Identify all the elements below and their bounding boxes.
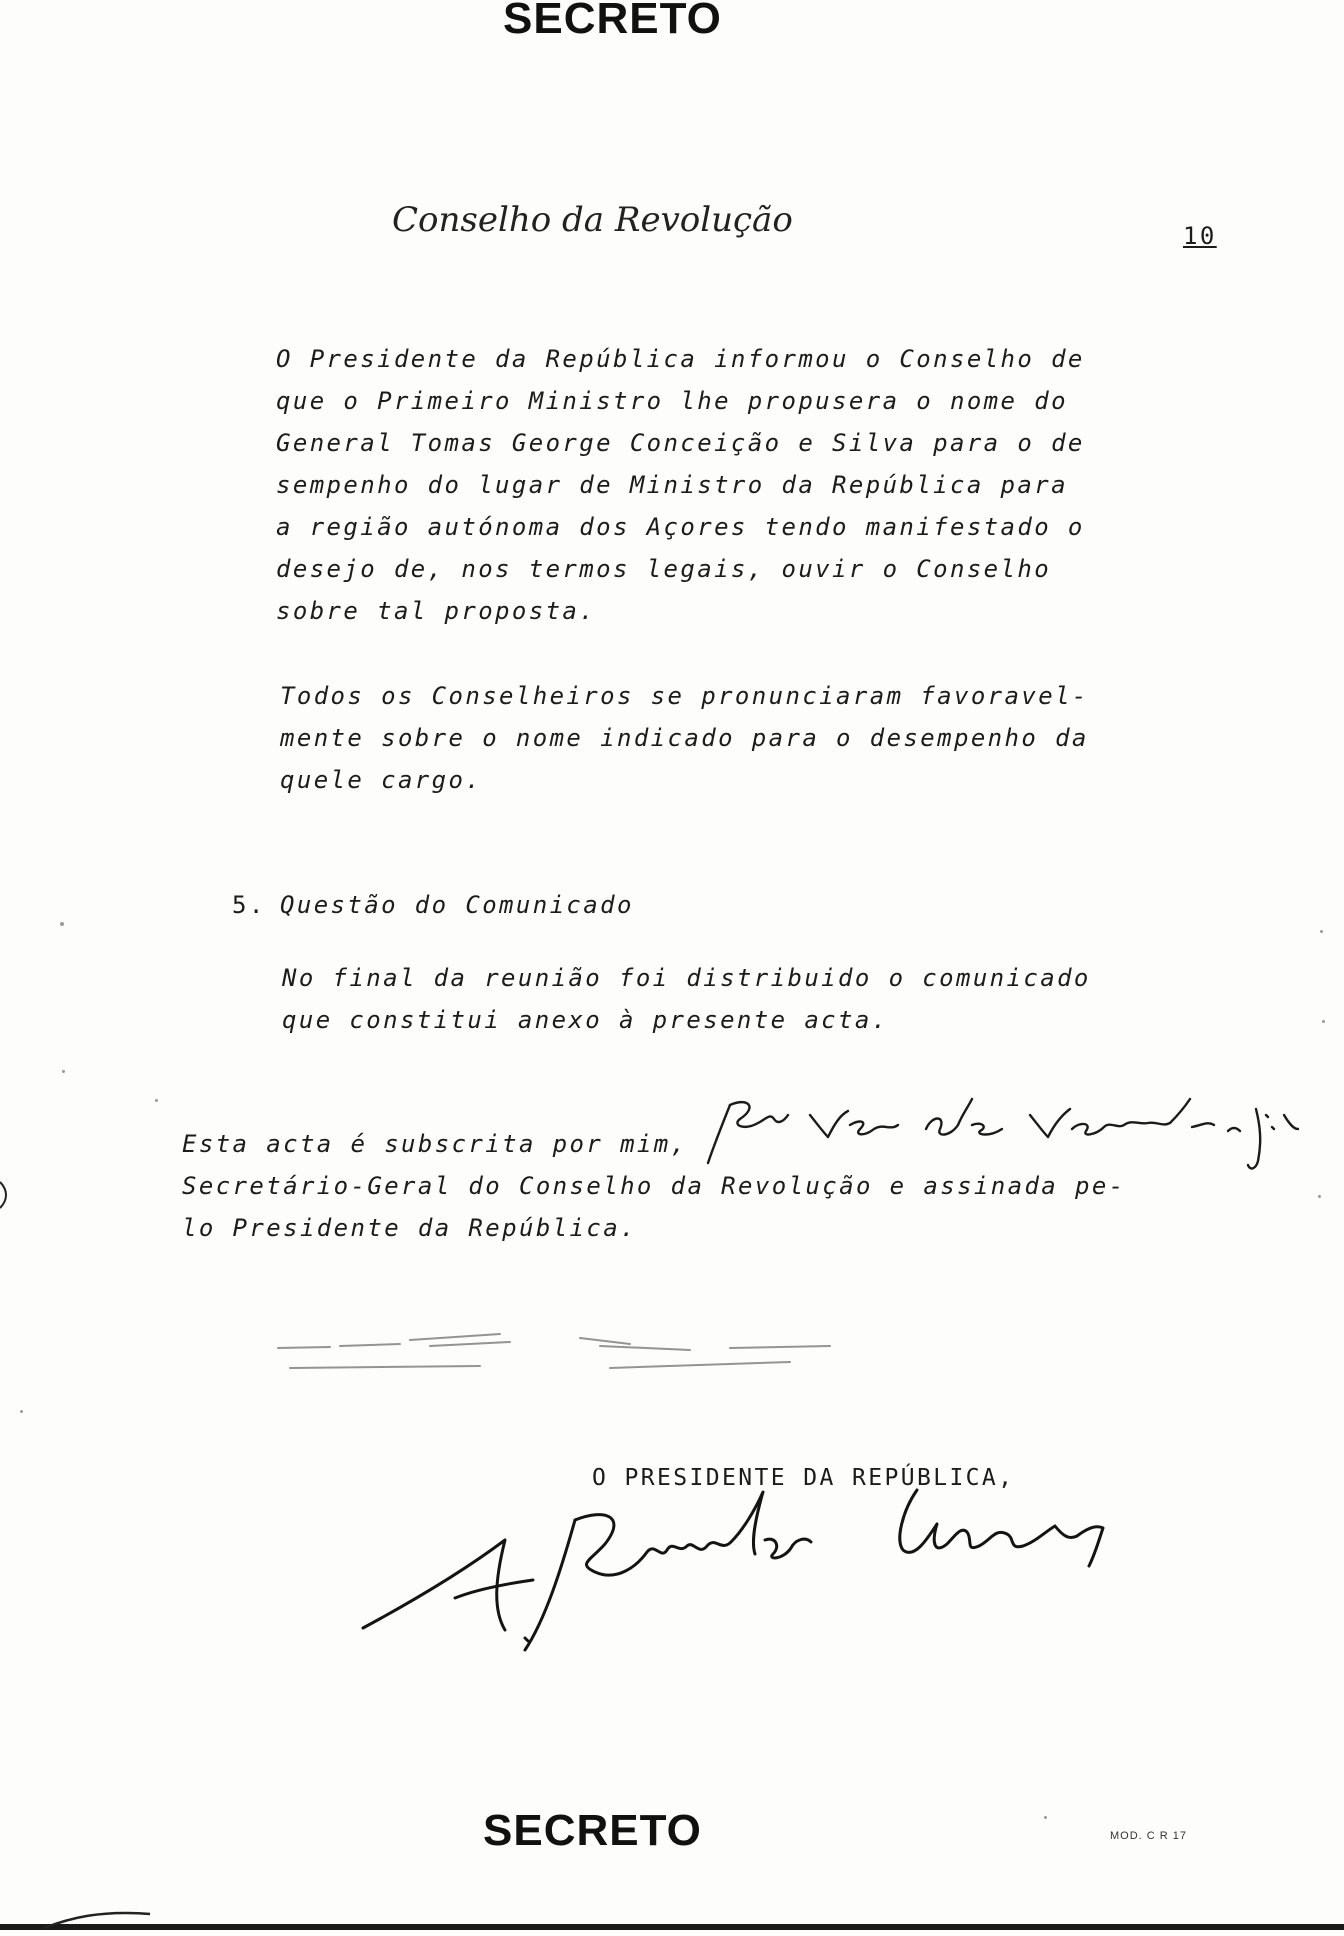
paragraph-line: sempenho do lugar de Ministro da República para — [276, 471, 1068, 499]
council-title: Conselho da Revolução — [392, 200, 793, 240]
scan-speck — [1044, 1816, 1047, 1819]
scan-smudge — [270, 1310, 870, 1380]
scan-speck — [1318, 1195, 1321, 1198]
paragraph-line: No final da reunião foi distribuido o comunicado — [282, 964, 1091, 992]
closing-line: lo Presidente da República. — [182, 1214, 637, 1242]
paragraph-line: O Presidente da República informou o Conselho de — [276, 345, 1085, 373]
president-title: O PRESIDENTE DA REPÚBLICA, — [592, 1465, 1015, 1491]
scan-speck — [1322, 1020, 1325, 1023]
paragraph-line: que o Primeiro Ministro lhe propusera o nome do — [276, 387, 1068, 415]
paragraph-line: General Tomas George Conceição e Silva para o de — [276, 429, 1085, 457]
closing-line: Esta acta é subscrita por mim, — [182, 1130, 688, 1158]
paragraph-line: mente sobre o nome indicado para o desempenho da — [280, 724, 1089, 752]
scan-speck — [20, 1410, 23, 1413]
scan-speck — [155, 1099, 158, 1102]
scan-speck — [62, 1070, 65, 1073]
stamp-top: SECRETO — [503, 0, 722, 43]
page-number: 10 — [1183, 222, 1217, 250]
paragraph-line: quele cargo. — [280, 766, 483, 794]
paragraph-line: sobre tal proposta. — [276, 597, 597, 625]
scan-speck — [60, 922, 64, 926]
president-signature — [355, 1480, 1215, 1670]
paragraph-line: desejo de, nos termos legais, ouvir o Conselho — [276, 555, 1052, 583]
paragraph-line: que constitui anexo à presente acta. — [282, 1006, 889, 1034]
form-code: MOD. C R 17 — [1110, 1830, 1188, 1842]
section-number: 5. — [232, 891, 266, 919]
closing-line: Secretário-Geral do Conselho da Revolução e assinada pe- — [182, 1172, 1126, 1200]
secretary-signature — [700, 1085, 1300, 1185]
bottom-border — [0, 1924, 1344, 1930]
scan-speck — [1320, 930, 1323, 933]
bottom-edge-curve — [40, 1900, 160, 1930]
paragraph-line: Todos os Conselheiros se pronunciaram favoravel- — [280, 682, 1089, 710]
left-edge-arc — [0, 1180, 10, 1210]
section-heading: Questão do Comunicado — [280, 891, 634, 919]
paragraph-line: a região autónoma dos Açores tendo manifestado o — [276, 513, 1085, 541]
stamp-bottom: SECRETO — [483, 1806, 702, 1855]
